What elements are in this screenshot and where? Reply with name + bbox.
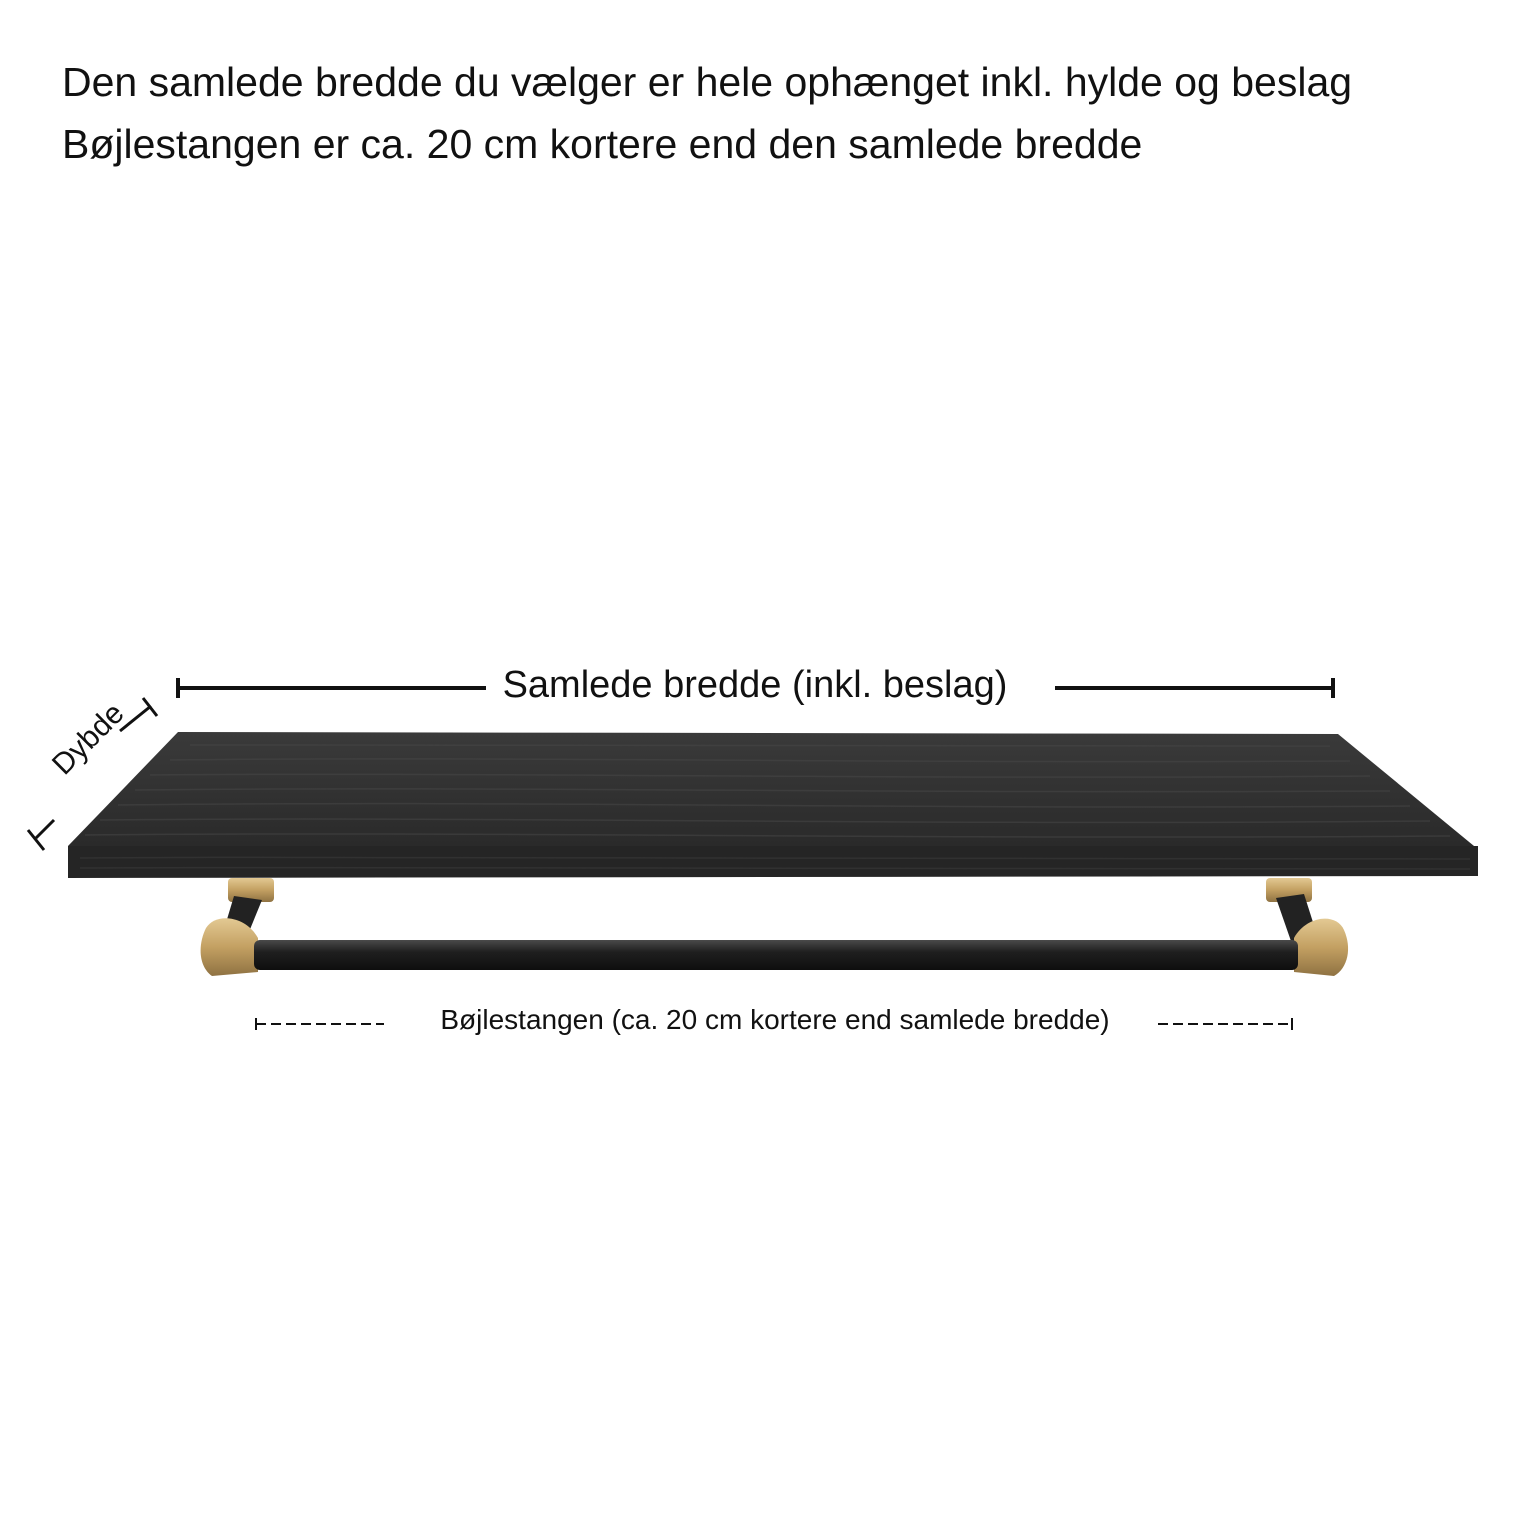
shelf-board: [68, 732, 1478, 878]
rod-label: Bøjlestangen (ca. 20 cm kortere end samlede bredde): [440, 1004, 1110, 1035]
heading-line-2: Bøjlestangen er ca. 20 cm kortere end den samlede bredde: [62, 121, 1143, 167]
depth-label: Dybde: [46, 696, 131, 782]
width-label: Samlede bredde (inkl. beslag): [502, 664, 1008, 706]
heading-line-1: Den samlede bredde du vælger er hele ophænget inkl. hylde og beslag: [62, 59, 1353, 105]
hanging-rod: [254, 940, 1298, 970]
